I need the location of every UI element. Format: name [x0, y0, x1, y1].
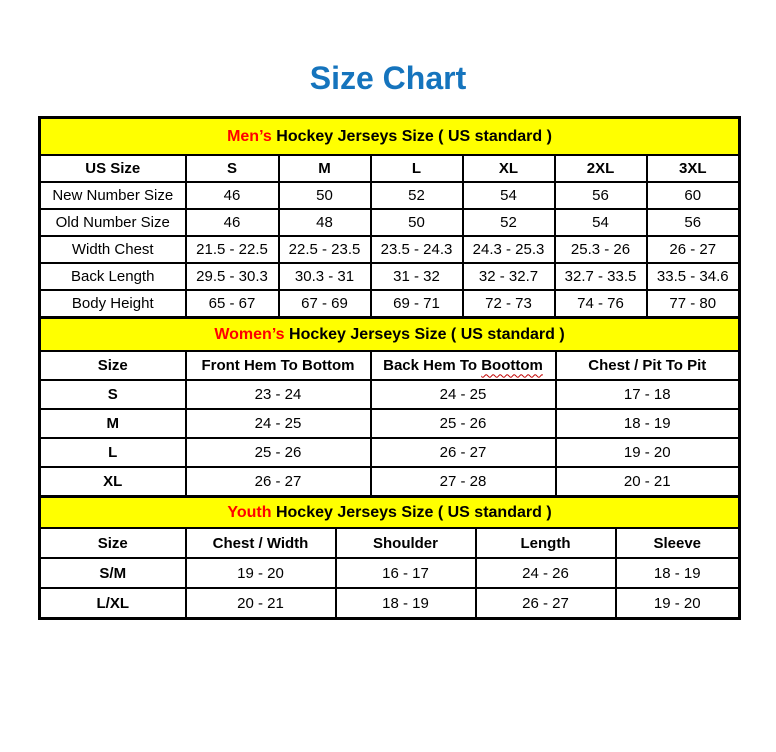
size-cell: 20 - 21: [186, 588, 336, 618]
banner-highlight: Men’s: [227, 127, 272, 145]
table-row: [40, 209, 740, 236]
size-cell: 17 - 18: [556, 380, 740, 409]
banner-text: Hockey Jerseys Size ( US standard ): [271, 503, 552, 521]
column-header: S: [186, 155, 279, 182]
size-table-womens: [38, 316, 741, 498]
size-cell: 54: [555, 209, 647, 236]
column-header: Front Hem To Bottom: [186, 351, 371, 380]
column-header: Sleeve: [616, 528, 740, 558]
column-header: 3XL: [647, 155, 740, 182]
size-cell: 67 - 69: [279, 290, 371, 317]
size-cell: 29.5 - 30.3: [186, 263, 279, 290]
misspelled-word: Boottom: [481, 357, 543, 375]
row-label: L: [40, 438, 186, 467]
size-cell: 25 - 26: [186, 438, 371, 467]
banner-row: [40, 117, 740, 155]
size-table-mens: [38, 116, 741, 319]
size-cell: 54: [463, 182, 555, 209]
header-row: [40, 155, 740, 182]
row-label: New Number Size: [40, 182, 186, 209]
size-cell: 46: [186, 209, 279, 236]
size-cell: 24 - 25: [186, 409, 371, 438]
table-banner: [40, 317, 740, 351]
column-header: XL: [463, 155, 555, 182]
size-cell: 52: [463, 209, 555, 236]
table-row: [40, 236, 740, 263]
row-label: Width Chest: [40, 236, 186, 263]
size-cell: 18 - 19: [616, 558, 740, 588]
size-cell: 21.5 - 22.5: [186, 236, 279, 263]
row-label: Back Length: [40, 263, 186, 290]
row-label: S: [40, 380, 186, 409]
table-row: [40, 290, 740, 317]
size-cell: 26 - 27: [647, 236, 740, 263]
size-cell: 33.5 - 34.6: [647, 263, 740, 290]
column-header: Chest / Width: [186, 528, 336, 558]
header-row: [40, 528, 740, 558]
size-cell: 56: [555, 182, 647, 209]
row-label: Body Height: [40, 290, 186, 317]
size-chart-document: [0, 60, 776, 752]
table-row: [40, 182, 740, 209]
row-label: L/XL: [40, 588, 186, 618]
banner-text: Hockey Jerseys Size ( US standard ): [271, 127, 552, 145]
size-cell: 19 - 20: [186, 558, 336, 588]
column-header: Chest / Pit To Pit: [556, 351, 740, 380]
size-cell: 20 - 21: [556, 467, 740, 496]
table-banner: [40, 117, 740, 155]
size-cell: 23.5 - 24.3: [371, 236, 463, 263]
size-cell: 26 - 27: [476, 588, 616, 618]
size-cell: 26 - 27: [371, 438, 556, 467]
size-cell: 50: [279, 182, 371, 209]
header-row: [40, 351, 740, 380]
table-row: [40, 558, 740, 588]
size-cell: 16 - 17: [336, 558, 476, 588]
size-cell: 24 - 26: [476, 558, 616, 588]
size-cell: 32.7 - 33.5: [555, 263, 647, 290]
size-cell: 19 - 20: [616, 588, 740, 618]
size-cell: 25.3 - 26: [555, 236, 647, 263]
size-cell: 77 - 80: [647, 290, 740, 317]
table-row: [40, 380, 740, 409]
size-cell: 26 - 27: [186, 467, 371, 496]
table-row: [40, 467, 740, 496]
size-cell: 69 - 71: [371, 290, 463, 317]
banner-text: Hockey Jerseys Size ( US standard ): [284, 325, 565, 343]
size-cell: 30.3 - 31: [279, 263, 371, 290]
size-cell: 32 - 32.7: [463, 263, 555, 290]
table-row: [40, 438, 740, 467]
size-cell: 50: [371, 209, 463, 236]
size-cell: 24 - 25: [371, 380, 556, 409]
size-cell: 24.3 - 25.3: [463, 236, 555, 263]
column-header: Size: [40, 528, 186, 558]
size-cell: 72 - 73: [463, 290, 555, 317]
banner-highlight: Youth: [227, 503, 272, 521]
row-label: S/M: [40, 558, 186, 588]
banner-row: [40, 317, 740, 351]
table-row: [40, 263, 740, 290]
banner-row: [40, 496, 740, 528]
size-cell: 52: [371, 182, 463, 209]
size-cell: 60: [647, 182, 740, 209]
column-header: 2XL: [555, 155, 647, 182]
column-header: Back Hem To Boottom: [371, 351, 556, 380]
size-tables: [38, 116, 738, 620]
size-cell: 18 - 19: [336, 588, 476, 618]
column-header: Size: [40, 351, 186, 380]
size-cell: 25 - 26: [371, 409, 556, 438]
row-label: M: [40, 409, 186, 438]
column-header: Shoulder: [336, 528, 476, 558]
size-cell: 56: [647, 209, 740, 236]
table-row: [40, 409, 740, 438]
column-header: Length: [476, 528, 616, 558]
page-title: Size Chart: [309, 60, 467, 96]
table-row: [40, 588, 740, 618]
size-cell: 18 - 19: [556, 409, 740, 438]
column-header: L: [371, 155, 463, 182]
size-cell: 48: [279, 209, 371, 236]
column-header: M: [279, 155, 371, 182]
size-table-youth: [38, 495, 741, 620]
size-cell: 74 - 76: [555, 290, 647, 317]
size-cell: 27 - 28: [371, 467, 556, 496]
size-cell: 22.5 - 23.5: [279, 236, 371, 263]
row-label: Old Number Size: [40, 209, 186, 236]
size-cell: 31 - 32: [371, 263, 463, 290]
banner-highlight: Women’s: [214, 325, 285, 343]
row-label: XL: [40, 467, 186, 496]
size-cell: 23 - 24: [186, 380, 371, 409]
size-cell: 19 - 20: [556, 438, 740, 467]
size-cell: 65 - 67: [186, 290, 279, 317]
table-banner: [40, 496, 740, 528]
size-cell: 46: [186, 182, 279, 209]
column-header: US Size: [40, 155, 186, 182]
